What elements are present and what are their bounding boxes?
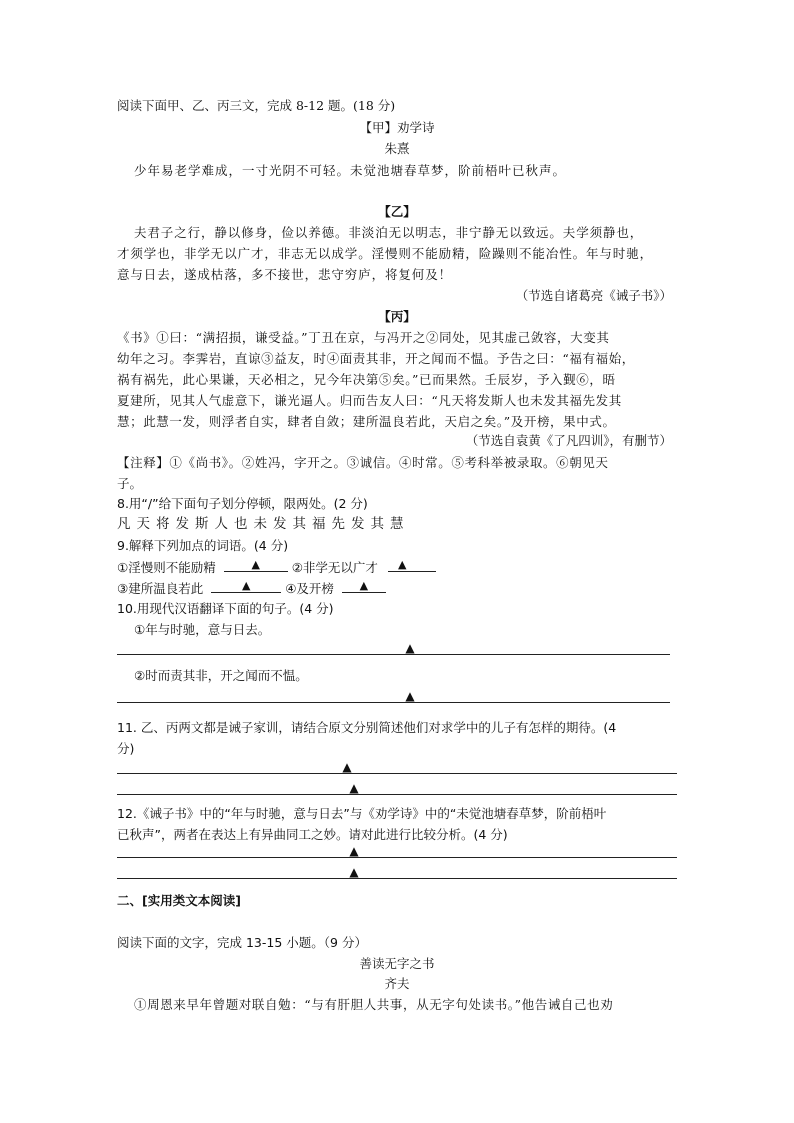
- q12-answer-line-2[interactable]: [117, 878, 677, 879]
- answer-marker: ▲: [251, 558, 260, 571]
- q9-answer-4[interactable]: [342, 580, 386, 593]
- q9-stem: 9.解释下列加点的词语。(4 分): [117, 538, 289, 553]
- article-first-line: ①周恩来早年曾题对联自勉：“与有肝胆人共事，从无字句处读书。”他告诫自己也劝: [134, 997, 614, 1012]
- q9-item-2: ②非学无以广才: [291, 560, 378, 575]
- q10-answer-line-2[interactable]: [117, 702, 670, 703]
- article-title: 善读无字之书: [359, 956, 435, 971]
- yi-line-1: 夫君子之行，静以修身，俭以养德。非淡泊无以明志，非宁静无以致远。夫学须静也，: [134, 225, 644, 240]
- q11-line-1: 11. 乙、丙两文都是诫子家训，请结合原文分别简述他们对求学中的儿子有怎样的期待。(4: [117, 720, 617, 735]
- q10-item-1: ①年与时驰，意与日去。: [134, 622, 271, 637]
- bing-line-2: 幼年之习。李霁岩，直谅③益友，时④面责其非，开之闻而不愠。予告之曰：“福有福始，: [117, 351, 635, 366]
- section-2-intro: 阅读下面的文字，完成 13-15 小题。（9 分）: [117, 935, 367, 950]
- answer-marker: ▲: [349, 781, 359, 795]
- q12-answer-line-1[interactable]: [117, 857, 677, 858]
- q11-line-2: 分): [117, 741, 135, 756]
- jia-author: 朱熹: [384, 141, 410, 156]
- q10-stem: 10.用现代汉语翻译下面的句子。(4 分): [117, 601, 334, 616]
- yi-line-2: 才须学也，非学无以广才，非志无以成学。淫慢则不能励精，险躁则不能冶性。年与时驰，: [117, 246, 654, 261]
- q9-item-3: ③建所温良若此: [117, 581, 204, 596]
- bing-line-4: 夏建所，见其人气虚意下，谦光逼人。归而告友人曰：“凡天将发斯人也未发其福先发其: [117, 393, 622, 408]
- bing-source: （节选自袁黄《了凡四训》，有删节）: [465, 433, 672, 448]
- q9-item-4: ④及开榜: [285, 581, 334, 596]
- q12-line-1: 12.《诫子书》中的“年与时驰，意与日去”与《劝学诗》中的“未觉池塘春草梦，阶前梧叶: [117, 806, 607, 821]
- bing-line-1: 《书》①曰：“满招损，谦受益。”丁丑在京，与冯开之②同处，见其虚己敛容，大变其: [117, 330, 610, 345]
- q11-answer-line-1[interactable]: [117, 773, 677, 774]
- q11-answer-line-2[interactable]: [117, 794, 677, 795]
- answer-marker: ▲: [349, 844, 359, 858]
- q9-row-1: [117, 559, 436, 576]
- answer-marker: ▲: [405, 641, 415, 655]
- reading-intro: 阅读下面甲、乙、丙三文，完成 8-12 题。(18 分): [117, 98, 396, 113]
- answer-marker: ▲: [398, 558, 407, 571]
- jia-header: 【甲】劝学诗: [359, 120, 435, 135]
- q9-answer-1[interactable]: [224, 559, 288, 572]
- bing-header: 【丙】: [378, 309, 416, 324]
- q9-item-1: ①淫慢则不能励精: [117, 560, 216, 575]
- article-author: 齐夫: [384, 976, 410, 991]
- q8-sentence: 凡天将发斯人也未发其福先发其慧: [117, 516, 410, 532]
- yi-header: 【乙】: [378, 204, 416, 219]
- q9-answer-2[interactable]: [388, 559, 436, 572]
- section-2-title: 二、[实用类文本阅读]: [117, 893, 241, 908]
- answer-marker: ▲: [359, 579, 369, 592]
- bing-line-5: 慧；此慧一发，则浮者自实，肆者自敛；建所温良若此，天启之矣。”及开榜，果中式。: [117, 414, 616, 429]
- jia-poem: 少年易老学难成，一寸光阴不可轻。未觉池塘春草梦，阶前梧叶已秋声。: [134, 163, 567, 178]
- q10-answer-line-1[interactable]: [117, 654, 670, 655]
- answer-marker: ▲: [349, 865, 359, 879]
- q9-answer-3[interactable]: [211, 580, 281, 593]
- q12-line-2: 已秋声”，两者在表达上有异曲同工之妙。请对此进行比较分析。(4 分): [117, 827, 508, 842]
- bing-notes-2: 子。: [117, 476, 143, 491]
- q8-stem: 8.用“/”给下面句子划分停顿，限两处。(2 分): [117, 496, 368, 511]
- answer-marker: ▲: [241, 579, 251, 592]
- bing-line-3: 祸有祸先，此心果谦，天必相之，兄今年决第⑤矣。”已而果然。壬辰岁，予入觐⑥，晤: [117, 372, 616, 387]
- bing-notes-1: 【注释】①《尚书》。②姓冯，字开之。③诚信。④时常。⑤考科举被录取。⑥朝见天: [117, 455, 609, 470]
- answer-marker: ▲: [405, 689, 415, 703]
- yi-line-3: 意与日去，遂成枯落，多不接世，悲守穷庐，将复何及！: [117, 267, 453, 282]
- yi-source: （节选自诸葛亮《诫子书》）: [515, 288, 672, 303]
- q9-row-2: [117, 580, 386, 597]
- answer-marker: ▲: [342, 760, 352, 774]
- q10-item-2: ②时而责其非，开之闻而不愠。: [134, 668, 308, 683]
